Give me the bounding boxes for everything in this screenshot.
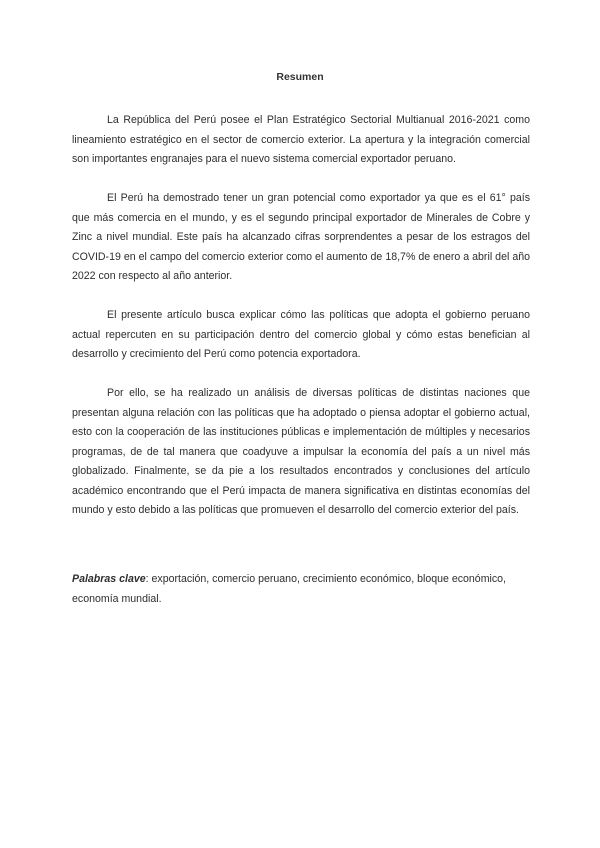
- abstract-body: [72, 111, 530, 540]
- keywords: [72, 570, 530, 609]
- paragraph-1: La República del Perú posee el Plan Estratégico Sectorial Multianual 2016-2021 como lineamiento estratégico en el sector de comercio exterior. La apertura y la integración comercial son importantes engranajes para el nuevo sistema comercial exportador peruano.: [72, 114, 530, 165]
- paragraph-3: El presente artículo busca explicar cómo las políticas que adopta el gobierno peruano actual repercuten en su participación dentro del comercio global y cómo estas benefician al desarrollo y crecimiento del Perú como potencia exportadora.: [72, 309, 530, 360]
- paragraph-4: Por ello, se ha realizado un análisis de diversas políticas de distintas naciones que presentan alguna relación con las políticas que ha adoptado o piensa adoptar el gobierno actual, esto con la cooperación de las instituciones públicas e implementación de múltiples y necesarios programas, de de tal manera que coadyuve a impulsar la economía del país a un nivel más globalizado. Finalmente, se da pie a los resultados encontrados y conclusiones del artículo académico encontrando que el Perú impacta de manera significativa en distintas economías del mundo y esto debido a las políticas que promueven el desarrollo del comercio exterior del país.: [72, 387, 530, 516]
- page-title: Resumen: [276, 71, 324, 83]
- keywords-label: Palabras clave: [72, 573, 146, 585]
- paragraph-2: El Perú ha demostrado tener un gran potencial como exportador ya que es el 61° país que más comercia en el mundo, y es el segundo principal exportador de Minerales de Cobre y Zinc a nivel mundial. Este país ha alcanzado cifras sorprendentes a pesar de los estragos del COVID-19 en el campo del comercio exterior como el aumento de 18,7% de enero a abril del año 2022 con respecto al año anterior.: [72, 192, 530, 282]
- keywords-text: : exportación, comercio peruano, crecimiento económico, bloque económico, economía mundial.: [72, 573, 507, 605]
